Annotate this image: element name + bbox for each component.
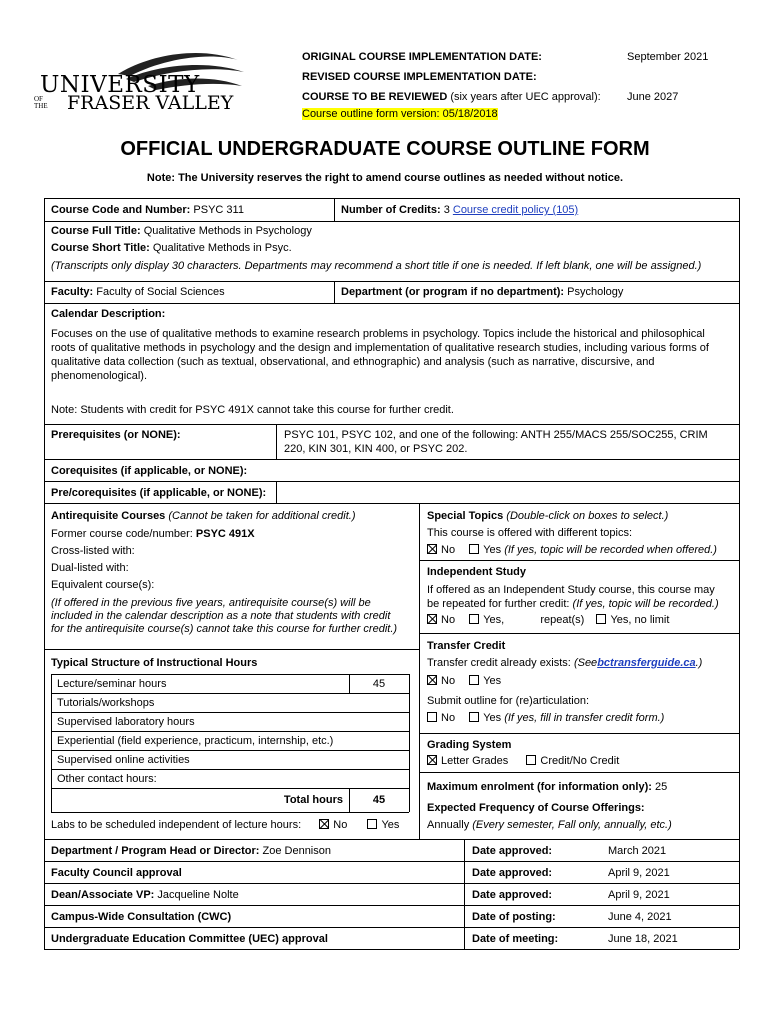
frequency-value[interactable]: Annually <box>427 819 470 831</box>
faculty: Faculty: Faculty of Social Sciences <box>51 286 225 298</box>
approval-date-label: Date of meeting: <box>472 933 559 945</box>
submit-no-checkbox[interactable] <box>427 712 437 722</box>
special-no-checkbox[interactable] <box>427 544 437 554</box>
former-course: Former course code/number: PSYC 491X <box>51 528 255 540</box>
equivalent-courses: Equivalent course(s): <box>51 579 155 591</box>
hours-row: Supervised online activities <box>57 754 190 766</box>
short-title-value[interactable]: Qualitative Methods in Psyc. <box>152 242 292 254</box>
antireq-note: (If offered in the previous five years, antirequisite course(s) will be <box>51 597 371 609</box>
logo <box>30 46 250 122</box>
transfer-no-checkbox[interactable] <box>427 675 437 685</box>
coreq-label: Corequisites (if applicable, or NONE): <box>51 465 248 477</box>
transcript-note: (Transcripts only display 30 characters. Departments may recommend a short title if one is needed. If left blank, one will be assigned.) <box>51 260 702 272</box>
approval-row: Campus-Wide Consultation (CWC) <box>51 911 232 923</box>
transfer-submit: Submit outline for (re)articulation: <box>427 695 590 707</box>
prereq-value-line2[interactable]: 220, KIN 301, KIN 400, or PSYC 202. <box>284 443 468 455</box>
approval-row: Dean/Associate VP: Jacqueline Nolte <box>51 889 239 901</box>
approval-date-label: Date approved: <box>472 867 553 879</box>
submit-yes-checkbox[interactable] <box>469 712 479 722</box>
transfer-exists: Transfer credit already exists: (Seebctransferguide.ca.) <box>427 657 703 669</box>
hours-row: Other contact hours: <box>57 773 157 785</box>
approval-row: Department / Program Head or Director: Zoe Dennison <box>51 845 331 857</box>
independent-options: No Yes, repeat(s) Yes, no limit <box>427 614 669 626</box>
credits: Number of Credits: 3 Course credit policy (105) <box>341 204 579 216</box>
approval-row: Faculty Council approval <box>51 867 182 879</box>
logo-of-the: OF THE <box>34 95 48 110</box>
independent-line2: be repeated for further credit: (If yes, topic will be recorded.) <box>427 598 719 610</box>
page-title: OFFICIAL UNDERGRADUATE COURSE OUTLINE FORM <box>120 138 650 160</box>
credit-no-credit-checkbox[interactable] <box>526 755 536 765</box>
form-version: Course outline form version: 05/18/2018 <box>302 108 498 120</box>
precoreq-label: Pre/corequisites (if applicable, or NONE): <box>51 487 267 499</box>
grading-heading: Grading System <box>427 739 512 751</box>
hours-table <box>51 674 409 814</box>
logo-line1: UNIVERSITY <box>40 72 200 98</box>
independent-heading: Independent Study <box>427 566 526 578</box>
max-enrolment: Maximum enrolment (for information only): 25 <box>427 781 668 793</box>
revised-date-label: REVISED COURSE IMPLEMENTATION DATE: <box>302 71 537 83</box>
letter-grades-checkbox[interactable] <box>427 755 437 765</box>
review-label: COURSE TO BE REVIEWED <box>302 91 448 103</box>
former-course-value[interactable]: PSYC 491X <box>195 528 255 540</box>
calendar-note: Note: Students with credit for PSYC 491X cannot take this course for further credit. <box>51 404 454 416</box>
approval-date[interactable]: June 18, 2021 <box>608 933 678 945</box>
calendar-line: phenomenological). <box>51 370 148 382</box>
special-line: This course is offered with different topics: <box>427 527 633 539</box>
approval-date[interactable]: March 2021 <box>608 845 667 857</box>
antireq-note: included in the calendar description as a note that students with credit <box>51 610 391 622</box>
prereq-value-line1[interactable]: PSYC 101, PSYC 102, and one of the following: ANTH 255/MACS 255/SOC255, CRIM <box>284 429 708 441</box>
total-hours-label: Total hours <box>283 794 343 806</box>
max-enrolment-value[interactable]: 25 <box>654 781 668 793</box>
hours-row: Supervised laboratory hours <box>57 716 195 728</box>
credits-value[interactable]: 3 <box>443 204 450 216</box>
approval-date-label: Date approved: <box>472 845 553 857</box>
calendar-line: qualitative data collection (such as textual, observational, and ethnographic) and analysis (such as narrative, discursive, and <box>51 356 655 368</box>
calendar-label: Calendar Description: <box>51 308 166 320</box>
labs-row: Labs to be scheduled independent of lecture hours: No Yes <box>51 819 400 831</box>
short-title: Course Short Title: Qualitative Methods in Psyc. <box>51 242 292 254</box>
credit-policy-link[interactable]: Course credit policy (105) <box>452 204 579 216</box>
independent-no-checkbox[interactable] <box>427 614 437 624</box>
department-value[interactable]: Psychology <box>567 286 624 298</box>
full-title: Course Full Title: Qualitative Methods in Psychology <box>51 225 312 237</box>
approval-date[interactable]: April 9, 2021 <box>608 867 670 879</box>
department: Department (or program if no department): Psychology <box>341 286 624 298</box>
cross-listed: Cross-listed with: <box>51 545 135 557</box>
transfer-options: No Yes <box>427 675 501 687</box>
approval-date-label: Date of posting: <box>472 911 556 923</box>
transfer-submit-options: No Yes (If yes, fill in transfer credit form.) <box>427 712 664 724</box>
bctransferguide-link[interactable]: bctransferguide.ca <box>597 657 696 669</box>
special-yes-checkbox[interactable] <box>469 544 479 554</box>
antireq-heading: Antirequisite Courses (Cannot be taken for additional credit.) <box>51 510 356 522</box>
review-note: (six years after UEC approval): <box>450 91 601 103</box>
calendar-line: Focuses on the use of qualitative methods to examine research problems in psychology. Topics include the historical and philosophical <box>51 328 705 340</box>
approval-date[interactable]: June 4, 2021 <box>608 911 672 923</box>
transfer-yes-checkbox[interactable] <box>469 675 479 685</box>
course-code: Course Code and Number: PSYC 311 <box>51 204 244 216</box>
faculty-value[interactable]: Faculty of Social Sciences <box>96 286 225 298</box>
full-title-value[interactable]: Qualitative Methods in Psychology <box>143 225 312 237</box>
approval-row: Undergraduate Education Committee (UEC) approval <box>51 933 328 945</box>
orig-date-value: September 2021 <box>627 51 709 63</box>
grading-options: Letter Grades Credit/No Credit <box>427 755 619 767</box>
hours-row-value[interactable]: 45 <box>372 678 386 690</box>
labs-no-checkbox[interactable] <box>319 819 329 829</box>
labs-yes-checkbox[interactable] <box>367 819 377 829</box>
prereq-label: Prerequisites (or NONE): <box>51 429 181 441</box>
amend-note: Note: The University reserves the right to amend course outlines as needed without notice. <box>146 172 624 184</box>
hours-heading: Typical Structure of Instructional Hours <box>51 657 258 669</box>
hours-row: Tutorials/workshops <box>57 697 155 709</box>
independent-yes-checkbox[interactable] <box>469 614 479 624</box>
hours-row: Experiential (field experience, practicum, internship, etc.) <box>57 735 334 747</box>
frequency-label: Expected Frequency of Course Offerings: <box>427 802 645 814</box>
independent-no-limit-checkbox[interactable] <box>596 614 606 624</box>
independent-line1: If offered as an Independent Study course, this course may <box>427 584 715 596</box>
frequency-value-row: Annually (Every semester, Fall only, annually, etc.) <box>427 819 672 831</box>
dual-listed: Dual-listed with: <box>51 562 129 574</box>
logo-line2: FRASER VALLEY <box>67 92 234 114</box>
approval-date-label: Date approved: <box>472 889 553 901</box>
antireq-note: for the antirequisite course(s) cannot take this course for further credit.) <box>51 623 398 635</box>
special-options: No Yes (If yes, topic will be recorded when offered.) <box>427 544 717 556</box>
review-value: June 2027 <box>627 91 679 103</box>
orig-date-label: ORIGINAL COURSE IMPLEMENTATION DATE: <box>302 51 542 63</box>
hours-row: Lecture/seminar hours <box>57 678 167 690</box>
course-code-value[interactable]: PSYC 311 <box>193 204 244 216</box>
transfer-heading: Transfer Credit <box>427 640 506 652</box>
total-hours-value[interactable]: 45 <box>372 794 386 806</box>
approval-date[interactable]: April 9, 2021 <box>608 889 670 901</box>
special-heading: Special Topics (Double-click on boxes to select.) <box>427 510 669 522</box>
calendar-line: roots of qualitative methods in psychology and the design and implementation of qualitative research studies, including various forms of <box>51 342 709 354</box>
review-row <box>302 91 601 103</box>
